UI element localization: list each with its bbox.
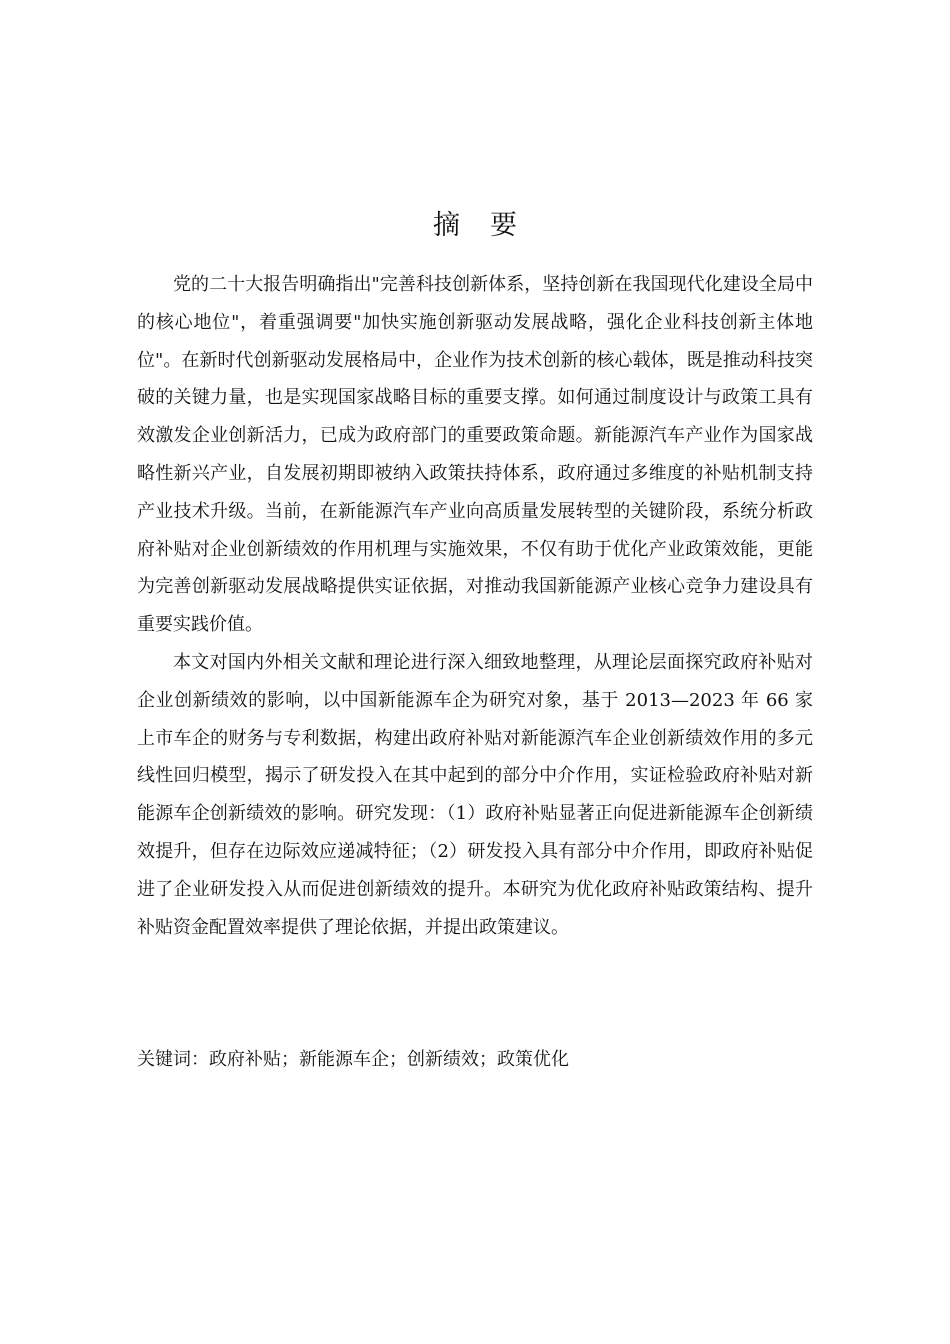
- abstract-title-char: 摘: [433, 210, 460, 241]
- abstract-paragraph-2: 本文对国内外相关文献和理论进行深入细致地整理，从理论层面探究政府补贴对企业创新绩效的影响，以中国新能源车企为研究对象，基于 2013—2023 年 66 家上市车企的财务与专利数据，构建出政府补贴对新能源汽车企业创新绩效作用的多元线性回归模型，揭示了研发投入在其中起到的部分中介作用，实证检验政府补贴对新能源车企创新绩效的影响。研究发现：（1）政府补贴显著正向促进新能源车企创新绩效提升，但存在边际效应递减特征；（2）研发投入具有部分中介作用，即政府补贴促进了企业研发投入从而促进创新绩效的提升。本研究为优化政府补贴政策结构、提升补贴资金配置效率提供了理论依据，并提出政策建议。: [137, 651, 813, 938]
- abstract-title: [0, 203, 950, 242]
- abstract-paragraph-1: 党的二十大报告明确指出"完善科技创新体系，坚持创新在我国现代化建设全局中的核心地位"，着重强调要"加快实施创新驱动发展战略，强化企业科技创新主体地位"。在新时代创新驱动发展格局中，企业作为技术创新的核心载体，既是推动科技突破的关键力量，也是实现国家战略目标的重要支撑。如何通过制度设计与政策工具有效激发企业创新活力，已成为政府部门的重要政策命题。新能源汽车产业作为国家战略性新兴产业，自发展初期即被纳入政策扶持体系，政府通过多维度的补贴机制支持产业技术升级。当前，在新能源汽车产业向高质量发展转型的关键阶段，系统分析政府补贴对企业创新绩效的作用机理与实施效果，不仅有助于优化产业政策效能，更能为完善创新驱动发展战略提供实证依据，对推动我国新能源产业核心竞争力建设具有重要实践价值。: [137, 274, 813, 636]
- keywords-line: 关键词：政府补贴；新能源车企；创新绩效；政策优化: [137, 1049, 569, 1070]
- abstract-title-char: 要: [490, 210, 517, 241]
- abstract-body: [137, 266, 813, 946]
